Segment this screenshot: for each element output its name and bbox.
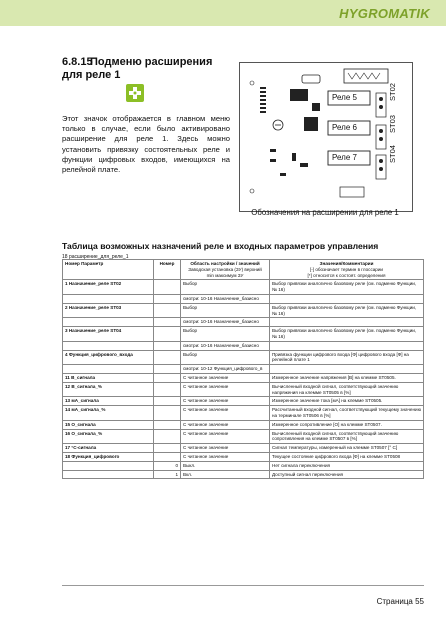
table-row: [63, 327, 424, 342]
param-range-cell: Выбор: [181, 327, 270, 342]
param-index: 13: [65, 398, 71, 404]
header-values-sub: [-] обозначает термин в глоссарии: [310, 266, 383, 272]
param-index: 11: [65, 374, 70, 380]
param-comment-cell: Рассчитанный входной сигнал, соответствующий текущему значению на терминале ST0506 в [%]: [270, 406, 424, 421]
relay-label-6: Реле 6: [332, 123, 357, 132]
param-name-cell: [63, 397, 154, 406]
param-index: 12: [65, 383, 71, 389]
table-row: [63, 303, 424, 318]
param-number-cell: [154, 382, 181, 397]
section-number: 6.8.15: [62, 56, 93, 68]
tail-empty: [63, 461, 154, 470]
board-caption: Обозначения на расширении для реле 1: [251, 208, 399, 217]
param-number-cell: [154, 373, 181, 382]
param-range-cell: С читанное значение: [181, 397, 270, 406]
param-range-cell: С читанное значение: [181, 406, 270, 421]
brand-logo: HYGROMATIK: [339, 6, 430, 21]
relay-extension-icon: [126, 84, 144, 102]
param-comment-cell: Привязка функции цифрового входа [Ф] цифрового входа [Ф] на релейной плате 1: [270, 350, 424, 365]
table-row: [63, 397, 424, 406]
param-comment-cell: Выбор привязки аналогично базовому реле (см. подменю Функции, № 16): [270, 327, 424, 342]
tail-comment-cell: Доступный сигнал переключения: [270, 470, 424, 479]
tail-range-cell: Вкл.: [181, 470, 270, 479]
table-row: [63, 280, 424, 295]
param-range-cell: С читанное значение: [181, 452, 270, 461]
subrow-empty: [154, 318, 181, 327]
param-index: 17: [65, 445, 71, 451]
param-name-cell: [63, 280, 154, 295]
relay-label-7: Реле 7: [332, 153, 357, 162]
param-name: Функция_цифрового_входа: [68, 351, 133, 357]
param-name: Функция_цифрового: [71, 453, 120, 459]
param-name-cell: [63, 452, 154, 461]
header-number: Номер: [154, 260, 181, 280]
header-values: [270, 260, 424, 280]
param-index: 4: [65, 351, 68, 357]
table-subrow: [63, 318, 424, 327]
subrow-empty: [63, 294, 154, 303]
param-number-cell: [154, 303, 181, 318]
header-values-title: Значения/Комментарии: [319, 261, 374, 266]
param-number-cell: [154, 406, 181, 421]
footer-divider: [62, 585, 424, 586]
table-body: [63, 280, 424, 479]
relay-board-diagram: [239, 62, 413, 212]
param-comment-cell: Вычисленный входной сигнал, соответствующий значению напряжения на клемме ST0505 в [%]: [270, 382, 424, 397]
param-name: °С-сигнала: [71, 445, 97, 451]
param-reference-cell: смотри: 10-12 Функция_цифрового_в: [181, 365, 270, 374]
param-comment-cell: Измеренное сопротивление [О] на клемме ST0507.: [270, 420, 424, 429]
relay-label-5: Реле 5: [332, 93, 357, 102]
subrow-empty: [270, 365, 424, 374]
tail-comment-cell: Нет сигнала переключения: [270, 461, 424, 470]
header-range-sub2: min максимум ЗУ: [206, 272, 244, 278]
table-row: [63, 350, 424, 365]
param-name-cell: [63, 429, 154, 444]
section-title: [62, 56, 232, 82]
tail-empty: [63, 470, 154, 479]
connector-label-st03: ST03: [388, 115, 397, 133]
param-reference-cell: смотри: 10-16 Назначение_базисно: [181, 318, 270, 327]
header-num-param: Номер Параметр: [63, 260, 154, 280]
subrow-empty: [154, 341, 181, 350]
param-comment-cell: Текущее состояние цифрового входа [Ф] на клемме ST0508: [270, 452, 424, 461]
param-index: 15: [65, 421, 71, 427]
param-range-cell: Выбор: [181, 280, 270, 295]
param-number-cell: [154, 444, 181, 453]
param-range-cell: Выбор: [181, 350, 270, 365]
param-number-cell: [154, 452, 181, 461]
param-name-cell: [63, 327, 154, 342]
tail-number-cell: 0: [154, 461, 181, 470]
page-number: Страница 55: [376, 597, 424, 606]
param-name: Назначение_реле ST03: [68, 304, 122, 310]
param-name-cell: [63, 444, 154, 453]
param-name: Назначение_реле ST02: [68, 281, 122, 287]
param-reference-cell: смотри: 10-16 Назначение_базисно: [181, 341, 270, 350]
table-row: [63, 382, 424, 397]
param-comment-cell: Выбор привязки аналогично базовому реле (см. подменю Функции, № 16): [270, 303, 424, 318]
table-row: [63, 429, 424, 444]
param-index: 1: [65, 281, 68, 287]
param-range-cell: С читанное значение: [181, 373, 270, 382]
param-name-cell: [63, 406, 154, 421]
param-reference-cell: смотри: 10-16 Назначение_базисно: [181, 294, 270, 303]
header-range-sub: Заводская установка (ЗУ) верхний: [188, 266, 262, 272]
param-number-cell: [154, 327, 181, 342]
param-range-cell: Выбор: [181, 303, 270, 318]
param-range-cell: С читанное значение: [181, 382, 270, 397]
param-comment-cell: Выбор привязки аналогично базовому реле (см. подменю Функции, № 16): [270, 280, 424, 295]
tail-range-cell: Выкл.: [181, 461, 270, 470]
param-comment-cell: Измеренное значение напряжения [В] на клемме ST0505.: [270, 373, 424, 382]
param-comment-cell: Измеренное значение тока [мА] на клемме ST0505.: [270, 397, 424, 406]
param-comment-cell: Вычисленный входной сигнал, соответствующий значению сопротивления на клемме ST0507 в [%]: [270, 429, 424, 444]
param-name: В_сигнала_%: [71, 383, 103, 389]
table-subrow: [63, 365, 424, 374]
param-index: 18: [65, 453, 71, 459]
connector-label-st04: ST04: [388, 145, 397, 163]
param-number-cell: [154, 350, 181, 365]
param-range-cell: С читанное значение: [181, 420, 270, 429]
table-row: [63, 470, 424, 479]
subrow-empty: [154, 294, 181, 303]
tail-number-cell: 1: [154, 470, 181, 479]
description-paragraph: Этот значок отображается в главном меню только в случае, если было активировано расширение для реле 1. Здесь можно установить привязку состоятельных реле и функции цифровых входов, имеющихся на релейной плате.: [62, 114, 230, 175]
parameters-table: [62, 259, 424, 479]
param-name: мА_сигнала: [71, 398, 99, 404]
table-header-row: [63, 260, 424, 280]
table-row: [63, 444, 424, 453]
section-title-text: Подменю расширения для реле 1: [62, 56, 213, 81]
subrow-empty: [270, 294, 424, 303]
subrow-empty: [63, 341, 154, 350]
table-row: [63, 452, 424, 461]
param-index: 3: [65, 328, 68, 334]
subrow-empty: [270, 341, 424, 350]
param-name-cell: [63, 350, 154, 365]
param-name-cell: [63, 303, 154, 318]
subrow-empty: [154, 365, 181, 374]
param-range-cell: С читанное значение: [181, 444, 270, 453]
subrow-empty: [63, 318, 154, 327]
table-title: Таблица возможных назначений реле и входных параметров управления: [62, 241, 379, 251]
subrow-empty: [63, 365, 154, 374]
param-number-cell: [154, 420, 181, 429]
param-index: 2: [65, 304, 68, 310]
table-row: [63, 461, 424, 470]
param-name-cell: [63, 373, 154, 382]
param-number-cell: [154, 397, 181, 406]
param-name: О_сигнала_%: [71, 430, 103, 436]
header-range-title: Область настройки / значений: [190, 261, 260, 266]
param-name: мА_сигнала_%: [71, 407, 106, 413]
header-values-sub2: [*] относится к состоят. определения: [307, 272, 386, 278]
param-index: 14: [65, 407, 71, 413]
param-number-cell: [154, 280, 181, 295]
table-row: [63, 406, 424, 421]
table-subrow: [63, 294, 424, 303]
table-subrow: [63, 341, 424, 350]
table-row: [63, 373, 424, 382]
param-comment-cell: Сигнал температуры, измеренный на клемме ST0507 [° С]: [270, 444, 424, 453]
connector-label-st02: ST02: [388, 83, 397, 101]
param-name-cell: [63, 382, 154, 397]
param-name: Назначение_реле ST04: [68, 328, 122, 334]
param-name: В_сигнала: [71, 374, 96, 380]
param-name: О_сигнала: [71, 421, 96, 427]
table-caption: 18 расширение_для_реле_1: [62, 254, 129, 260]
param-range-cell: С читанное значение: [181, 429, 270, 444]
header-range: [181, 260, 270, 280]
param-number-cell: [154, 429, 181, 444]
param-index: 16: [65, 430, 71, 436]
param-name-cell: [63, 420, 154, 429]
subrow-empty: [270, 318, 424, 327]
table-row: [63, 420, 424, 429]
